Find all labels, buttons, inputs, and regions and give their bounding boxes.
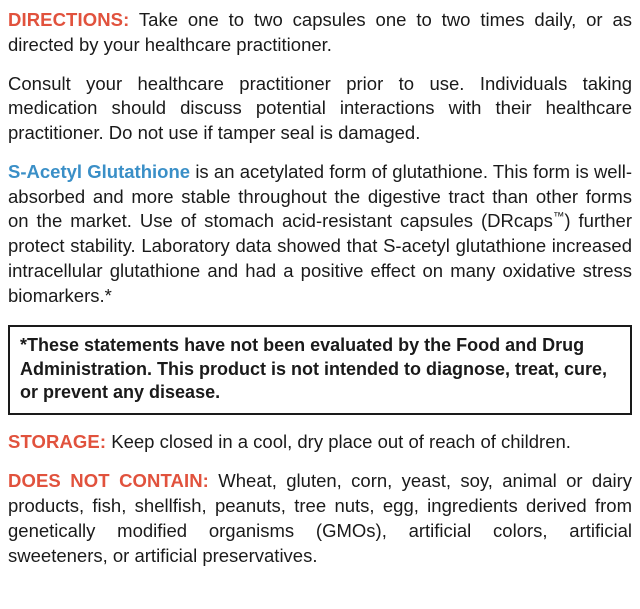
- ingredient-text-part1: is an acetylated form of glutathione. This form is well-absorbed and more stable throughout the digestive tract than other forms on the market. Use of stomach acid-resistant capsules (DRcaps: [8, 160, 632, 232]
- storage-section: [8, 430, 632, 455]
- consult-section: [8, 72, 632, 146]
- storage-heading: STORAGE:: [8, 431, 107, 453]
- storage-text: Keep closed in a cool, dry place out of reach of children.: [106, 431, 571, 453]
- directions-heading: DIRECTIONS:: [8, 9, 130, 30]
- ingredient-description-section: [8, 160, 632, 309]
- directions-section: [8, 8, 632, 58]
- ingredient-name: S-Acetyl Glutathione: [8, 160, 191, 182]
- does-not-contain-heading: DOES NOT CONTAIN:: [8, 470, 209, 492]
- fda-disclaimer-text: *These statements have not been evaluated by the Food and Drug Administration. This product is not intended to diagnose, treat, cure, or prevent any disease.: [20, 334, 608, 403]
- ingredient-text-part2: ) further protect stability. Laboratory data showed that S-acetyl glutathione increased intracellular glutathione and had a positive effect on many oxidative stress biomarkers.: [8, 210, 632, 306]
- does-not-contain-section: [8, 469, 632, 568]
- does-not-contain-text: Wheat, gluten, corn, yeast, soy, animal or dairy products, fish, shellfish, peanuts, tree nuts, egg, ingredients derived from genetically modified organisms (GMOs), artificial colors, artificial sweeteners, or artificial preservatives.: [8, 470, 632, 566]
- trademark-symbol: ™: [552, 211, 565, 224]
- fda-disclaimer-box: [8, 325, 632, 416]
- consult-text: Consult your healthcare practitioner prior to use. Individuals taking medication should discuss potential interactions with their healthcare practitioner. Do not use if tamper seal is damaged.: [8, 72, 632, 144]
- directions-text: Take one to two capsules one to two times daily, or as directed by your healthcare practitioner.: [8, 9, 632, 55]
- asterisk-marker: *: [104, 284, 112, 306]
